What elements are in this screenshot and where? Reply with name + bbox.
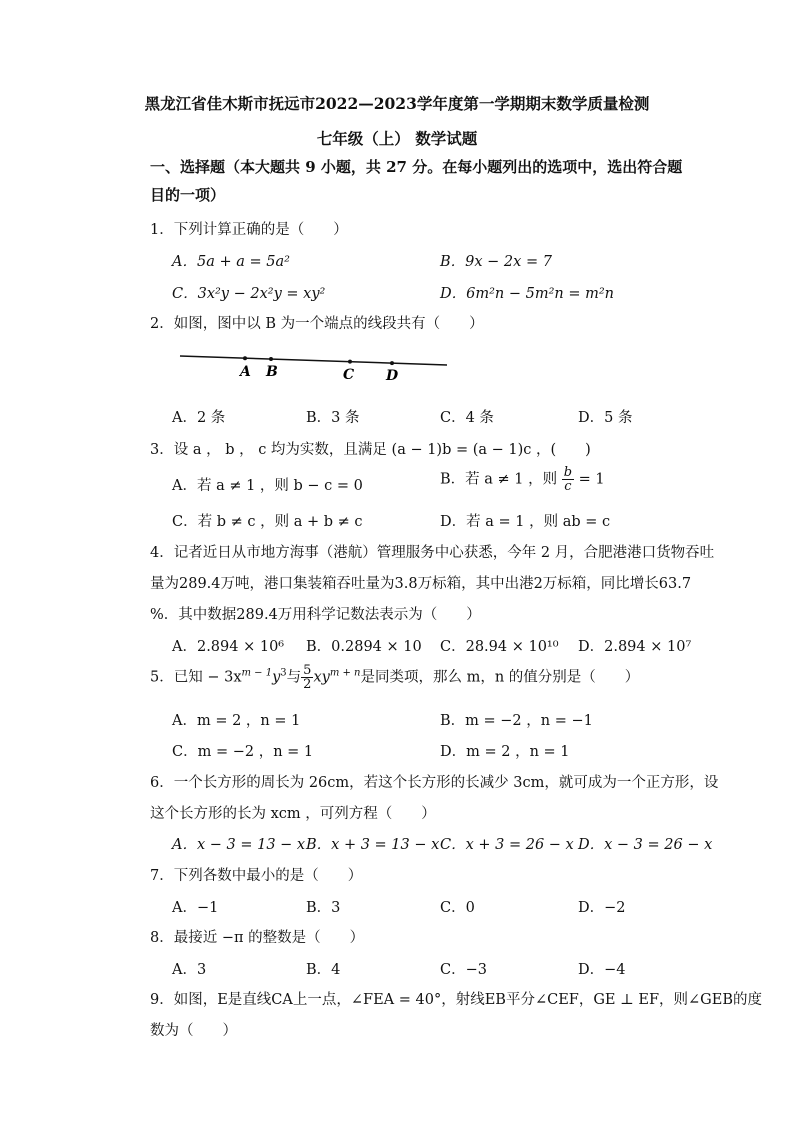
q1-option-c: C．3x²y − 2x²y = xy² xyxy=(172,286,326,302)
q8-option-c: C．−3 xyxy=(440,962,487,978)
q3-option-b-prefix: B．若 a ≠ 1 ，则 xyxy=(440,471,558,488)
q4-line1: 4．记者近日从市地方海事（港航）管理服务中心获悉，今年 2 月，合肥港港口货物吞吐 xyxy=(150,545,715,561)
q5-var-y: y xyxy=(272,669,281,686)
q4-line2: 量为289.4万吨，港口集装箱吞吐量为3.8万标箱，其中出港2万标箱，同比增长63.7 xyxy=(150,576,692,592)
q6-option-b: B．x + 3 = 13 − x xyxy=(306,837,440,853)
q7-option-b: B．3 xyxy=(306,900,341,916)
q7-option-a: A．−1 xyxy=(172,900,219,916)
exam-title: 黑龙江省佳木斯市抚远市2022—2023学年度第一学期期末数学质量检测 xyxy=(144,94,650,113)
q3-stem: 3．设 a ， b ， c 均为实数，且满足 (a − 1)b = (a − 1)c ，( ) xyxy=(150,442,591,458)
q7-option-d: D．−2 xyxy=(578,900,626,916)
q8-stem: 8．最接近 −π 的整数是（ ） xyxy=(150,930,365,946)
q5-fraction-denominator: 2 xyxy=(303,677,312,692)
q1-stem: 1．下列计算正确的是（ ） xyxy=(150,222,348,238)
q1-option-a: A．5a + a = 5a² xyxy=(172,254,290,270)
q4-option-a: A．2.894 × 10⁶ xyxy=(172,639,285,655)
q6-option-a: A．x − 3 = 13 − x xyxy=(172,837,306,853)
section-heading-line2: 目的一项） xyxy=(150,186,226,204)
q5-option-c: C．m = −2 ，n = 1 xyxy=(172,744,314,760)
q5-stem xyxy=(150,664,730,691)
section-heading-line1: 一、选择题（本大题共 9 小题，共 27 分。在每小题列出的选项中，选出符合题 xyxy=(150,158,683,176)
q3-option-d: D．若 a = 1 ，则 ab = c xyxy=(440,514,611,530)
point-a-dot xyxy=(243,356,247,360)
q4-line3: %．其中数据289.4万用科学记数法表示为（ ） xyxy=(150,607,481,623)
q4-option-d: D．2.894 × 10⁷ xyxy=(578,639,692,655)
q1-option-d: D．6m²n − 5m²n = m²n xyxy=(440,286,615,302)
point-b-dot xyxy=(269,357,273,361)
point-d-dot xyxy=(390,361,394,365)
point-b-label: B xyxy=(266,364,278,380)
q7-stem: 7．下列各数中最小的是（ ） xyxy=(150,868,363,884)
q3-option-b-suffix: = 1 xyxy=(578,471,605,488)
q2-option-c: C．4 条 xyxy=(440,410,494,426)
q2-stem: 2．如图，图中以 B 为一个端点的线段共有（ ） xyxy=(150,316,484,332)
q4-option-b: B．0.2894 × 10 xyxy=(306,639,422,655)
point-d-label: D xyxy=(386,368,399,384)
q5-fraction-numerator: 5 xyxy=(303,663,312,678)
q5-var-xy: xy xyxy=(313,669,330,686)
q5-exponent-1: m − 1 xyxy=(241,667,273,679)
point-c-label: C xyxy=(343,367,355,383)
q5-exponent-2: 3 xyxy=(280,667,287,679)
q6-option-d: D．x − 3 = 26 − x xyxy=(578,837,713,853)
q6-line2: 这个长方形的长为 xcm ，可列方程（ ） xyxy=(150,806,436,822)
q6-line1: 6．一个长方形的周长为 26cm，若这个长方形的长减少 3cm，就可成为一个正方形，设 xyxy=(150,775,719,791)
q3-option-a: A．若 a ≠ 1 ，则 b − c = 0 xyxy=(172,478,363,494)
q8-option-b: B．4 xyxy=(306,962,341,978)
q9-line2: 数为（ ） xyxy=(150,1023,237,1039)
q5-stem-suffix: 是同类项，那么 m，n 的值分别是（ ） xyxy=(360,669,640,686)
q4-option-c: C．28.94 × 10¹⁰ xyxy=(440,639,559,655)
q5-option-b: B．m = −2 ，n = −1 xyxy=(440,713,593,729)
q3-fraction-denominator: c xyxy=(564,479,572,494)
q2-option-a: A．2 条 xyxy=(172,410,226,426)
section-heading xyxy=(150,153,730,209)
q3-option-c: C．若 b ≠ c ，则 a + b ≠ c xyxy=(172,514,363,530)
q2-option-d: D．5 条 xyxy=(578,410,633,426)
q3-option-b-fraction xyxy=(562,466,574,493)
q5-stem-prefix: 5．已知 − 3x xyxy=(150,669,242,686)
line-segment xyxy=(180,356,447,365)
q3-option-b xyxy=(440,466,605,493)
q6-option-c: C．x + 3 = 26 − x xyxy=(440,837,574,853)
q7-option-c: C．0 xyxy=(440,900,475,916)
q5-exponent-3: m + n xyxy=(329,667,361,679)
q5-option-a: A．m = 2 ，n = 1 xyxy=(172,713,301,729)
exam-subtitle: 七年级（上） 数学试题 xyxy=(316,129,478,148)
q8-option-d: D．−4 xyxy=(578,962,626,978)
point-c-dot xyxy=(348,360,352,364)
q3-fraction-numerator: b xyxy=(563,465,573,480)
point-a-label: A xyxy=(240,364,251,380)
q5-fraction xyxy=(301,664,313,691)
q5-option-d: D．m = 2 ，n = 1 xyxy=(440,744,570,760)
q8-option-a: A．3 xyxy=(172,962,207,978)
q2-option-b: B．3 条 xyxy=(306,410,360,426)
line-segment-figure xyxy=(175,348,455,384)
q1-option-b: B．9x − 2x = 7 xyxy=(440,254,552,270)
q9-line1: 9．如图，E是直线CA上一点，∠FEA = 40°，射线EB平分∠CEF，GE ⊥ EF，则∠GEB的度 xyxy=(150,992,762,1008)
q5-conjunction: 与 xyxy=(286,669,302,686)
